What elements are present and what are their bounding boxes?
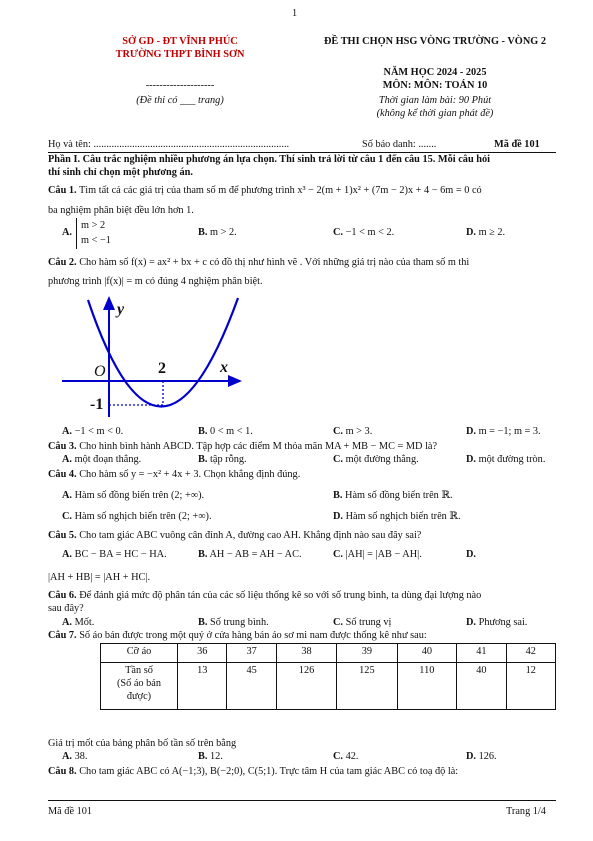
table-row (101, 663, 556, 710)
option-d: D. 126. (466, 751, 497, 762)
table-row-label: Tần số (Số áo bán được) (101, 663, 178, 710)
table-cell: 40 (457, 663, 506, 710)
question-label: Câu 4. (48, 469, 77, 480)
option-b: B. Hàm số đồng biến trên ℝ. (333, 490, 453, 501)
question-label: Câu 5. (48, 530, 77, 541)
y-axis-label: y (117, 301, 125, 318)
student-name-field: Họ và tên: ............................................................................ (48, 139, 290, 150)
table-cell: 37 (227, 644, 276, 663)
question-label: Câu 8. (48, 766, 77, 777)
time-allowed: Thời gian làm bài: 90 Phút (378, 95, 492, 106)
exam-title: ĐỀ THI CHỌN HSG VÒNG TRƯỜNG - VÒNG 2 (324, 36, 546, 47)
option-a: A. BC − BA = HC − HA. (62, 549, 167, 560)
question-4 (48, 469, 555, 482)
question-text: Cho hình bình hành ABCD. Tập hợp các điểm M thỏa mãn MA + MB − MC = MD là? (79, 441, 438, 452)
question-2-cont: phương trình |f(x)| = m có đúng 4 nghiệm phân biệt. (48, 276, 263, 287)
parabola-graph (60, 292, 250, 422)
exam-code: Mã đề 101 (494, 139, 540, 150)
question-label: Câu 7. (48, 630, 77, 641)
option-c: C. m > 3. (333, 426, 373, 437)
table-cell: 12 (506, 663, 555, 710)
school-year: NĂM HỌC 2024 - 2025 (383, 67, 487, 78)
question-6-cont: sau đây? (48, 603, 84, 614)
part1-title-cont: thí sinh chỉ chọn một phương án. (48, 167, 193, 178)
subject: MÔN: MÔN: TOÁN 10 (382, 80, 488, 91)
option-b: B. 12. (198, 751, 223, 762)
option-c: C. Số trung vị (333, 617, 392, 628)
option-a: A. 38. (62, 751, 88, 762)
option-c: C. −1 < m < 2. (333, 227, 395, 238)
table-cell: 39 (337, 644, 397, 663)
question-label: Câu 1. (48, 185, 77, 196)
question-text: Cho tam giác ABC vuông cân đỉnh A, đường cao AH. Khẳng định nào sau đây sai? (79, 530, 422, 541)
part1-title: Phần I. Câu trắc nghiệm nhiều phương án lựa chọn. Thí sinh trả lời từ câu 1 đến câu 15. Mỗi câu hỏi (48, 154, 490, 165)
question-1 (48, 185, 555, 198)
question-3 (48, 441, 555, 454)
option-a: A. −1 < m < 0. (62, 426, 124, 437)
question-label: Câu 6. (48, 590, 77, 601)
time-note: (không kể thời gian phát đề) (376, 108, 494, 119)
question-text: Số áo bán được trong một quý ở cửa hàng bán áo sơ mi nam được thống kê như sau: (79, 630, 427, 641)
origin-label: O (94, 363, 106, 380)
option-a: A. một đoạn thẳng. (62, 454, 142, 465)
option-d: D. Hàm số nghịch biến trên ℝ. (333, 511, 461, 522)
option-a: A. Hàm số đồng biến trên (2; +∞). (62, 490, 205, 501)
option-b: B. Số trung bình. (198, 617, 269, 628)
shirt-size-table (100, 643, 556, 710)
question-label: Câu 2. (48, 257, 77, 268)
option-d: D. một đường tròn. (466, 454, 546, 465)
option-b: B. AH − AB = AH − AC. (198, 549, 302, 560)
table-cell: 125 (337, 663, 397, 710)
table-cell: 110 (397, 663, 457, 710)
option-d: D. Phương sai. (466, 617, 528, 628)
question-6 (48, 590, 555, 603)
page-number: 1 (292, 8, 298, 19)
table-cell: 40 (397, 644, 457, 663)
option-c: C. Hàm số nghịch biến trên (2; +∞). (62, 511, 212, 522)
option-d-label: D. (466, 549, 477, 560)
table-cell: 42 (506, 644, 555, 663)
question-2 (48, 257, 555, 270)
footer-rule (48, 800, 556, 801)
option-d: D. m ≥ 2. (466, 227, 506, 238)
table-cell: 36 (178, 644, 227, 663)
option-b: B. m > 2. (198, 227, 237, 238)
school-name: TRƯỜNG THPT BÌNH SƠN (115, 49, 245, 60)
option-a-line2: m < −1 (81, 235, 111, 247)
student-id-field: Số báo danh: ....... (362, 139, 437, 150)
question-text: Để đánh giá mức độ phân tán của các số liệu thống kê so với số trung bình, ta dùng đại lượng nào (79, 590, 482, 601)
question-text: Cho tam giác ABC có A(−1;3), B(−2;0), C(5;1). Trực tâm H của tam giác ABC có toạ độ là: (79, 766, 459, 777)
question-8 (48, 766, 555, 779)
option-a: A. Mốt. (62, 617, 95, 628)
option-a-label: A. (62, 227, 73, 238)
option-a-system (76, 218, 111, 249)
table-cell: 38 (276, 644, 336, 663)
x-mark-label: 2 (158, 360, 166, 377)
question-1-cont: ba nghiệm phân biệt đều lớn hơn 1. (48, 205, 194, 216)
question-text: Cho hàm số y = −x² + 4x + 3. Chọn khẳng định đúng. (79, 469, 301, 480)
question-7-prompt: Giá trị mốt của bảng phân bố tần số trên bằng (48, 738, 237, 749)
table-row (101, 644, 556, 663)
department-name: SỞ GD - ĐT VĨNH PHÚC (122, 36, 238, 47)
table-cell: 45 (227, 663, 276, 710)
footer-page-number: Trang 1/4 (506, 806, 546, 817)
question-5 (48, 530, 555, 543)
header-rule (48, 152, 556, 153)
page-count-note: (Đề thi có ___ trang) (136, 95, 224, 106)
option-c: C. |AH| = |AB − AH|. (333, 549, 422, 560)
question-text: Cho hàm số f(x) = ax² + bx + c có đồ thị như hình vẽ . Với những giá trị nào của tham số m thì (79, 257, 470, 268)
table-cell: 13 (178, 663, 227, 710)
option-a-line1: m > 2 (81, 220, 106, 231)
footer-exam-code: Mã đề 101 (48, 806, 93, 817)
header-dashes: -------------------- (145, 80, 215, 91)
option-d: D. m = −1; m = 3. (466, 426, 541, 437)
option-c: C. 42. (333, 751, 359, 762)
option-b: B. tập rỗng. (198, 454, 247, 465)
table-cell: 126 (276, 663, 336, 710)
y-mark-label: -1 (90, 396, 104, 413)
option-d: |AH + HB| = |AH + HC|. (48, 572, 151, 583)
table-row-label: Cỡ áo (101, 644, 178, 663)
option-c: C. một đường thẳng. (333, 454, 419, 465)
option-b: B. 0 < m < 1. (198, 426, 253, 437)
question-label: Câu 3. (48, 441, 77, 452)
x-axis-label: x (220, 359, 228, 376)
table-cell: 41 (457, 644, 506, 663)
question-text: Tìm tất cả các giá trị của tham số m để phương trình x³ − 2(m + 1)x² + (7m − 2)x + 4 − 6m = 0 có (79, 185, 482, 196)
question-7 (48, 630, 555, 643)
